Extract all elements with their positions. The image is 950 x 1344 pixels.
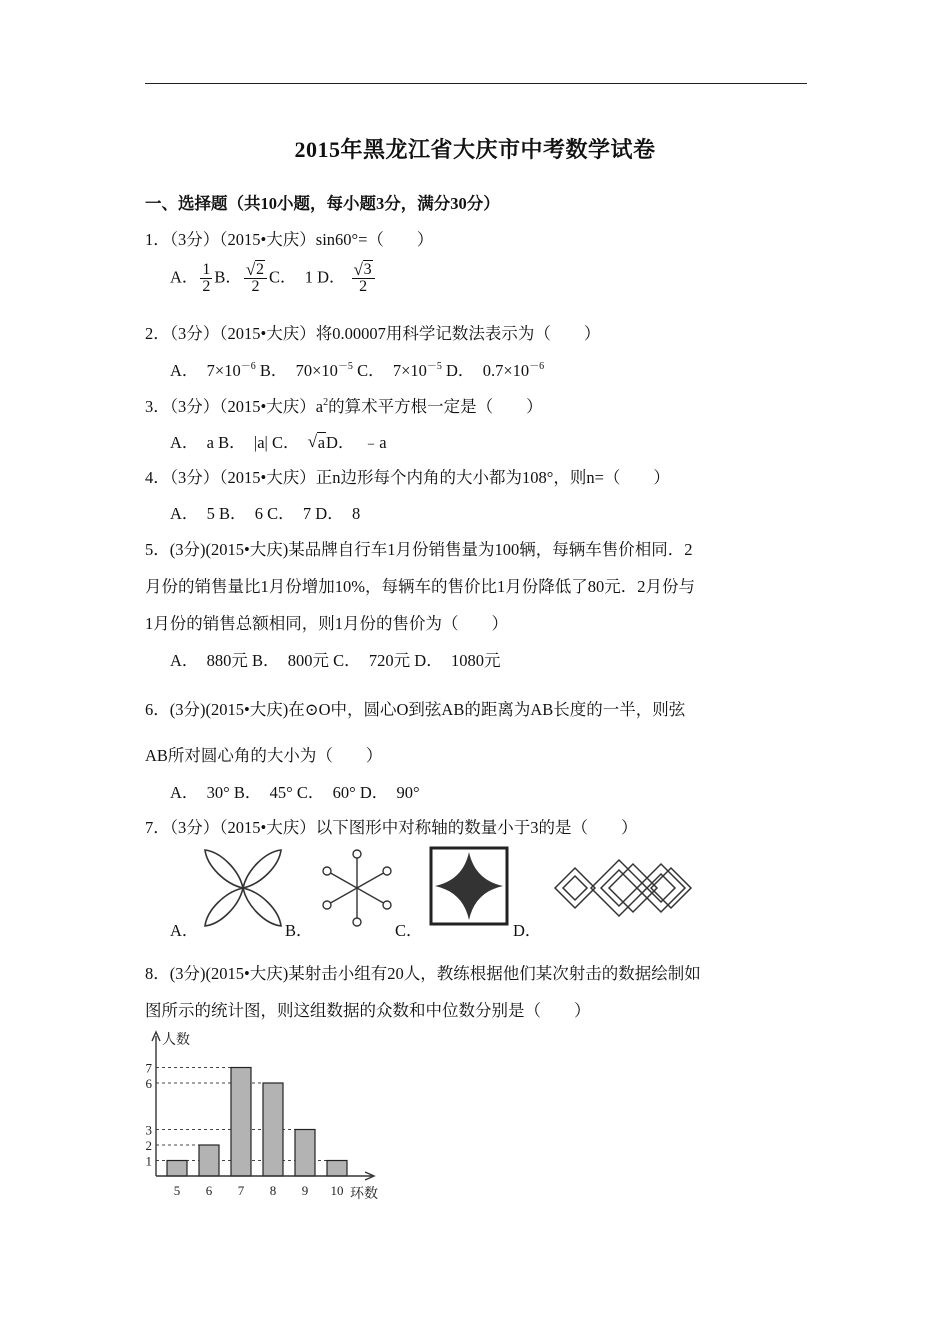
q2-c-exponent: －5 xyxy=(426,361,442,372)
bar-8 xyxy=(263,1083,283,1176)
q2-b-base: 70×10 xyxy=(295,361,338,380)
sqrt-icon: √ xyxy=(307,432,318,451)
diamond-knot-figure xyxy=(551,848,696,928)
y-tick-labels xyxy=(146,1061,153,1169)
q7-figures xyxy=(145,842,805,940)
y-tick-2: 2 xyxy=(145,1138,152,1153)
q6-line-2: AB所对圆心角的大小为（ ） xyxy=(145,746,383,765)
q2-d-label: D． xyxy=(446,361,475,380)
q3-a-label: A． xyxy=(170,433,199,452)
q7-stem: 7．（3分）（2015•大庆）以下图形中对称轴的数量小于3的是（ ） xyxy=(145,818,638,837)
q2-b-label: B． xyxy=(259,361,288,380)
q3-stem-pre: 3．（3分）（2015•大庆）a xyxy=(145,397,324,416)
q3-options xyxy=(170,429,387,453)
q2-a-exponent: －6 xyxy=(240,361,256,372)
x-axis-label: 环数 xyxy=(350,1187,378,1202)
q3-c-radicand: a xyxy=(317,433,326,452)
q1-a-fraction xyxy=(200,262,212,295)
bar-5 xyxy=(167,1161,187,1177)
six-ray-star-figure xyxy=(319,848,395,928)
x-tick-5: 5 xyxy=(173,1183,181,1198)
q3-d-label: D． xyxy=(326,433,355,452)
chart-bars xyxy=(167,1068,347,1177)
q1-d-fraction xyxy=(352,262,375,295)
x-tick-8: 8 xyxy=(269,1183,277,1198)
q1-b-radicand: 2 xyxy=(255,261,264,278)
q3-d-value: ﹣a xyxy=(362,433,387,452)
square-star-figure xyxy=(429,846,509,926)
x-tick-7: 7 xyxy=(237,1183,245,1198)
sqrt-icon: √ xyxy=(245,260,256,279)
x-tick-labels xyxy=(174,1183,344,1198)
x-tick-10: 10 xyxy=(330,1183,344,1198)
y-tick-6: 6 xyxy=(145,1076,152,1091)
y-tick-3: 3 xyxy=(145,1122,152,1138)
q4-stem: 4．（3分）（2015•大庆）正n边形每个内角的大小都为108°，则n=（ ） xyxy=(145,468,670,487)
header-rule xyxy=(145,83,807,84)
q2-d-base: 0.7×10 xyxy=(482,361,530,380)
q3-stem-superscript: 2 xyxy=(323,397,329,408)
q3-a-value: a xyxy=(206,433,214,452)
q2-c-label: C． xyxy=(357,361,385,380)
section-heading: 一、选择题（共10小题，每小题3分，满分30分） xyxy=(145,194,500,213)
q1-d-denominator: 2 xyxy=(359,278,368,295)
bar-9 xyxy=(295,1130,315,1177)
q1-c-label: C． xyxy=(268,267,297,287)
x-tick-6: 6 xyxy=(205,1183,213,1198)
q5-line-2: 月份的销售量比1月份增加10%，每辆车的售价比1月份降低了80元．2月份与 xyxy=(145,577,695,596)
q2-b-exponent: －5 xyxy=(337,361,353,372)
q3-stem-post: 的算术平方根一定是（ ） xyxy=(328,397,543,416)
bar-6 xyxy=(199,1145,219,1176)
exam-title: 2015年黑龙江省大庆市中考数学试卷 xyxy=(294,137,656,162)
q7-label-c: C． xyxy=(395,921,423,940)
q2-c-base: 7×10 xyxy=(392,361,427,380)
y-tick-1: 1 xyxy=(145,1153,152,1169)
q2-d-exponent: －6 xyxy=(529,361,545,372)
q1-options xyxy=(170,262,377,295)
x-tick-9: 9 xyxy=(301,1183,309,1198)
bar-10 xyxy=(327,1161,347,1177)
q3-c-label: C． xyxy=(271,433,300,452)
y-axis-label: 人数 xyxy=(162,1033,190,1048)
q6-line-1: 6．(3分)(2015•大庆)在⊙O中，圆心O到弦AB的距离为AB长度的一半，则弦 xyxy=(145,700,686,719)
q2-a-base: 7×10 xyxy=(206,361,241,380)
q7-label-d: D． xyxy=(513,921,542,940)
sqrt-icon: √ xyxy=(353,260,363,279)
q7-label-b: B． xyxy=(285,921,313,940)
q1-d-label: D． xyxy=(317,267,346,287)
q3-stem xyxy=(145,393,543,417)
y-tick-7: 7 xyxy=(145,1060,152,1076)
bar-7 xyxy=(231,1068,251,1177)
q1-b-label: B． xyxy=(214,267,242,287)
q1-a-label: A． xyxy=(170,267,199,287)
q2-options xyxy=(170,357,544,381)
q8-line-2: 图所示的统计图，则这组数据的众数和中位数分别是（ ） xyxy=(145,1001,591,1020)
q1-b-fraction xyxy=(244,262,267,295)
q8-line-1: 8．(3分)(2015•大庆)某射击小组有20人，教练根据他们某次射击的数据绘制如 xyxy=(145,964,701,983)
four-petal-figure xyxy=(203,848,283,928)
q1-a-denominator: 2 xyxy=(202,278,211,295)
q1-c-value: 1 xyxy=(304,267,313,287)
q2-a-label: A． xyxy=(170,361,199,380)
q4-options: A． 5 B． 6 C． 7 D． 8 xyxy=(170,504,361,523)
q7-label-a: A． xyxy=(170,921,199,940)
q5-line-3: 1月份的销售总额相同，则1月份的售价为（ ） xyxy=(145,614,508,633)
q1-stem: 1．（3分）（2015•大庆）sin60°=（ ） xyxy=(145,230,434,249)
q6-options: A． 30° B． 45° C． 60° D． 90° xyxy=(170,783,420,802)
q1-b-denominator: 2 xyxy=(251,278,260,295)
q3-b-label: B． xyxy=(218,433,246,452)
q5-options: A． 880元 B． 800元 C． 720元 D． 1080元 xyxy=(170,651,501,670)
q1-d-radicand: 3 xyxy=(363,261,372,278)
q5-line-1: 5．(3分)(2015•大庆)某品牌自行车1月份销售量为100辆，每辆车售价相同．2 xyxy=(145,540,693,559)
shooting-bar-chart xyxy=(140,1026,400,1206)
q1-a-numerator: 1 xyxy=(202,261,211,278)
q2-stem: 2．（3分）（2015•大庆）将0.00007用科学记数法表示为（ ） xyxy=(145,324,601,343)
q3-b-value: |a| xyxy=(253,433,268,452)
